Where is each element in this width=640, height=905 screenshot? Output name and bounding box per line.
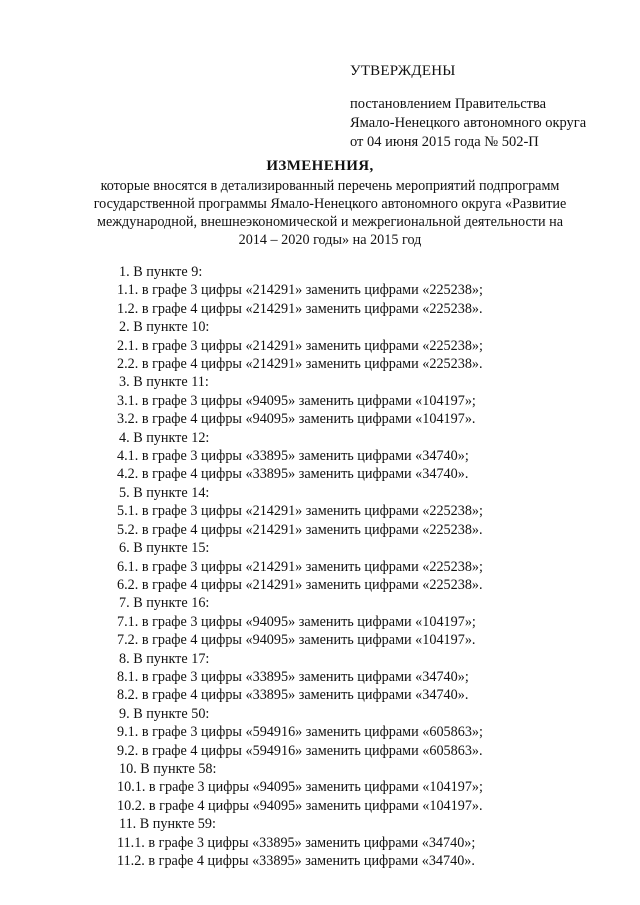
changes-list — [117, 263, 617, 870]
change-item: 6.1. в графе 3 цифры «214291» заменить цифрами «225238»; — [117, 558, 483, 575]
section-heading: 11. В пункте 59: — [119, 816, 216, 833]
change-item: 7.1. в графе 3 цифры «94095» заменить цифрами «104197»; — [117, 613, 476, 630]
section-heading: 3. В пункте 11: — [119, 374, 209, 391]
approval-line: от 04 июня 2015 года № 502-П — [350, 134, 539, 150]
change-item: 9.2. в графе 4 цифры «594916» заменить цифрами «605863». — [117, 742, 483, 759]
document-title: ИЗМЕНЕНИЯ, — [266, 158, 374, 174]
change-item: 2.1. в графе 3 цифры «214291» заменить цифрами «225238»; — [117, 337, 483, 354]
change-item: 4.1. в графе 3 цифры «33895» заменить цифрами «34740»; — [117, 448, 469, 465]
change-item: 11.1. в графе 3 цифры «33895» заменить цифрами «34740»; — [117, 834, 476, 851]
subtitle-line: которые вносятся в детализированный перечень мероприятий подпрограмм — [100, 178, 560, 194]
approval-line: Ямало-Ненецкого автономного округа — [350, 115, 587, 131]
section-heading: 9. В пункте 50: — [119, 705, 210, 722]
subtitle-line: государственной программы Ямало-Ненецкого автономного округа «Развитие — [93, 196, 567, 212]
approval-line: постановлением Правительства — [350, 96, 547, 112]
section-heading: 10. В пункте 58: — [119, 760, 217, 777]
change-item: 5.2. в графе 4 цифры «214291» заменить цифрами «225238». — [117, 521, 483, 538]
change-item: 1.1. в графе 3 цифры «214291» заменить цифрами «225238»; — [117, 282, 483, 299]
approval-heading: УТВЕРЖДЕНЫ — [350, 63, 456, 79]
section-heading: 7. В пункте 16: — [119, 595, 210, 612]
change-item: 9.1. в графе 3 цифры «594916» заменить цифрами «605863»; — [117, 724, 483, 741]
section-heading: 1. В пункте 9: — [119, 264, 203, 280]
change-item: 6.2. в графе 4 цифры «214291» заменить цифрами «225238». — [117, 576, 483, 593]
document-subtitle — [60, 177, 600, 249]
change-item: 8.1. в графе 3 цифры «33895» заменить цифрами «34740»; — [117, 668, 469, 685]
change-item: 1.2. в графе 4 цифры «214291» заменить цифрами «225238». — [117, 300, 483, 317]
change-item: 8.2. в графе 4 цифры «33895» заменить цифрами «34740». — [117, 687, 469, 704]
change-item: 10.2. в графе 4 цифры «94095» заменить цифрами «104197». — [117, 797, 483, 814]
change-item: 3.2. в графе 4 цифры «94095» заменить цифрами «104197». — [117, 411, 476, 428]
section-heading: 5. В пункте 14: — [119, 484, 210, 501]
change-item: 2.2. в графе 4 цифры «214291» заменить цифрами «225238». — [117, 356, 483, 373]
section-heading: 6. В пункте 15: — [119, 540, 210, 557]
change-item: 11.2. в графе 4 цифры «33895» заменить цифрами «34740». — [117, 853, 475, 869]
change-item: 7.2. в графе 4 цифры «94095» заменить цифрами «104197». — [117, 632, 476, 649]
section-heading: 4. В пункте 12: — [119, 429, 210, 446]
section-heading: 2. В пункте 10: — [119, 319, 210, 336]
change-item: 5.1. в графе 3 цифры «214291» заменить цифрами «225238»; — [117, 503, 483, 520]
approval-block — [350, 62, 620, 152]
change-item: 4.2. в графе 4 цифры «33895» заменить цифрами «34740». — [117, 466, 469, 483]
subtitle-line: международной, внешнеэкономической и межрегиональной деятельности на — [96, 214, 564, 230]
section-heading: 8. В пункте 17: — [119, 650, 210, 667]
subtitle-line: 2014 – 2020 годы» на 2015 год — [238, 232, 422, 248]
change-item: 10.1. в графе 3 цифры «94095» заменить цифрами «104197»; — [117, 779, 483, 796]
change-item: 3.1. в графе 3 цифры «94095» заменить цифрами «104197»; — [117, 392, 476, 409]
